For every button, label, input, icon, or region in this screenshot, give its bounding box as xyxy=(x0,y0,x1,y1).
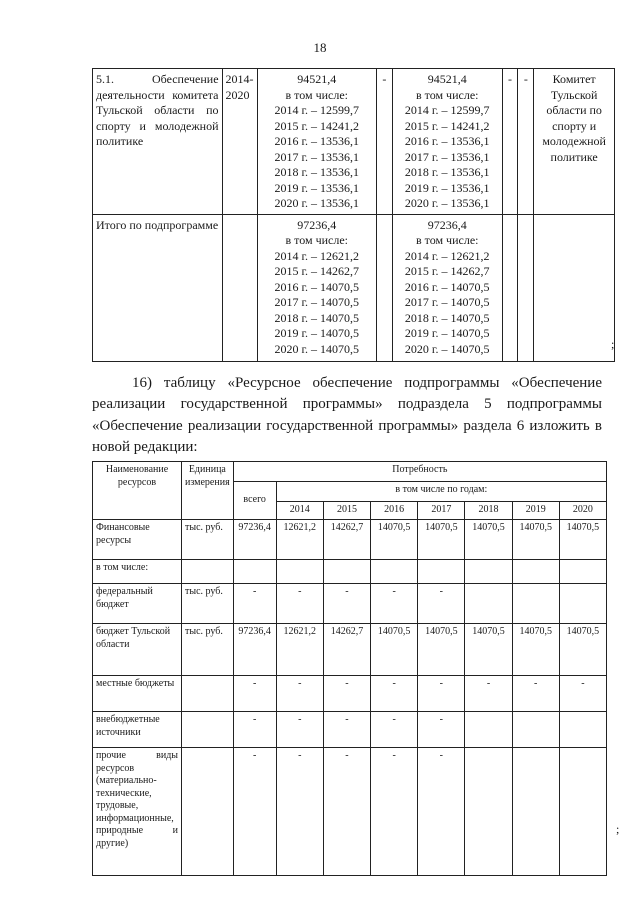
year-line: 2015 г. – 14241,2 xyxy=(274,118,360,133)
year-value: - xyxy=(418,712,465,748)
total-amount: 94521,4 xyxy=(427,72,467,86)
year-value xyxy=(559,748,606,876)
year-line: 2018 г. – 14070,5 xyxy=(404,310,490,325)
year-value: - xyxy=(323,748,370,876)
resource-unit: тыс. руб. xyxy=(182,584,234,624)
year-line: 2017 г. – 13536,1 xyxy=(274,149,360,164)
table-row xyxy=(93,712,607,748)
total-amount: 94521,4 xyxy=(297,72,337,86)
year-value: - xyxy=(418,676,465,712)
year-header: 2014 xyxy=(276,502,323,520)
year-value xyxy=(512,712,559,748)
table-row xyxy=(93,520,607,560)
year-line: 2014 г. – 12599,7 xyxy=(404,103,490,117)
including-label: в том числе: xyxy=(415,87,479,102)
amount-cell xyxy=(392,214,502,361)
year-line: 2019 г. – 13536,1 xyxy=(274,180,360,195)
year-header: 2020 xyxy=(559,502,606,520)
year-value: 14070,5 xyxy=(512,520,559,560)
year-value: 14070,5 xyxy=(512,624,559,676)
total-label: Итого по подпрограмме xyxy=(93,214,223,361)
total-amount: 97236,4 xyxy=(297,217,337,232)
year-line: 2017 г. – 14070,5 xyxy=(274,295,360,309)
amount-cell xyxy=(257,214,376,361)
year-line: 2014 г. – 12621,2 xyxy=(404,248,490,263)
year-line: 2019 г. – 13536,1 xyxy=(404,180,490,195)
year-value: 12621,2 xyxy=(276,520,323,560)
year-value: - xyxy=(276,676,323,712)
paragraph-text: 16) таблицу «Ресурсное обеспечение подпрограммы «Обеспечение реализации государственной программы» подраздела 5 подпрограммы «Обеспечение реализации государственной программы» раздела 6 изложить в новой редакции: xyxy=(92,375,602,455)
resources-table xyxy=(92,461,607,876)
table-row xyxy=(93,624,607,676)
year-value: 14262,7 xyxy=(323,624,370,676)
year-line: 2020 г. – 14070,5 xyxy=(274,341,360,356)
year-value: - xyxy=(371,584,418,624)
header-by-year: в том числе по годам: xyxy=(276,482,606,502)
year-value xyxy=(559,584,606,624)
resource-name: прочие виды ресурсов (материально-технические, трудовые, информационные, природные и другие) xyxy=(93,748,182,876)
table-end-semicolon: ; xyxy=(611,337,615,351)
year-header: 2018 xyxy=(465,502,512,520)
year-line: 2019 г. – 14070,5 xyxy=(404,326,490,340)
resource-name: местные бюджеты xyxy=(93,676,182,712)
total-amount: 97236,4 xyxy=(427,217,467,232)
header-total: всего xyxy=(233,482,276,520)
page-number: 18 xyxy=(313,40,327,55)
year-value: 14262,7 xyxy=(323,520,370,560)
resource-name: в том числе: xyxy=(93,560,182,584)
dash-cell: - xyxy=(376,69,392,215)
resource-total: - xyxy=(233,584,276,624)
resource-total: 97236,4 xyxy=(233,624,276,676)
year-value xyxy=(465,748,512,876)
year-header: 2019 xyxy=(512,502,559,520)
year-value: - xyxy=(323,676,370,712)
year-line: 2015 г. – 14262,7 xyxy=(274,264,360,278)
year-line: 2017 г. – 13536,1 xyxy=(404,149,490,164)
dash-cell: - xyxy=(502,69,518,215)
resource-total: - xyxy=(233,712,276,748)
header-need: Потребность xyxy=(233,462,606,482)
measure-name: 5.1. Обеспечение деятельности комитета Тульской области по спорту и молодежной политике xyxy=(93,69,223,215)
year-value xyxy=(465,712,512,748)
year-header: 2016 xyxy=(371,502,418,520)
year-value: - xyxy=(418,584,465,624)
year-line: 2015 г. – 14262,7 xyxy=(404,264,490,278)
resource-name: бюджет Тульской области xyxy=(93,624,182,676)
year-line: 2016 г. – 13536,1 xyxy=(274,134,360,148)
including-label: в том числе: xyxy=(285,233,349,247)
table-row xyxy=(93,69,615,215)
table-row xyxy=(93,748,607,876)
year-value: 14070,5 xyxy=(465,520,512,560)
year-value: 14070,5 xyxy=(418,624,465,676)
year-value: 14070,5 xyxy=(559,624,606,676)
year-value: - xyxy=(559,676,606,712)
table-row xyxy=(93,560,607,584)
including-label: в том числе: xyxy=(285,87,349,102)
year-value xyxy=(512,748,559,876)
amount-cell xyxy=(392,69,502,215)
year-value: 14070,5 xyxy=(371,624,418,676)
resource-unit: тыс. руб. xyxy=(182,624,234,676)
year-value: - xyxy=(276,748,323,876)
year-line: 2018 г. – 14070,5 xyxy=(274,310,360,325)
year-line: 2014 г. – 12621,2 xyxy=(274,248,360,263)
year-value xyxy=(465,584,512,624)
header-row xyxy=(93,462,607,482)
year-value: - xyxy=(276,584,323,624)
year-value: - xyxy=(371,712,418,748)
resource-unit: тыс. руб. xyxy=(182,520,234,560)
year-line: 2020 г. – 13536,1 xyxy=(274,196,360,210)
program-table xyxy=(92,68,615,362)
year-value: - xyxy=(371,748,418,876)
year-value: 14070,5 xyxy=(465,624,512,676)
table-row xyxy=(93,584,607,624)
year-value: - xyxy=(323,712,370,748)
year-value xyxy=(559,712,606,748)
year-value: - xyxy=(323,584,370,624)
resource-total: - xyxy=(233,748,276,876)
year-line: 2014 г. – 12599,7 xyxy=(274,103,360,117)
year-value: 14070,5 xyxy=(371,520,418,560)
resource-total: 97236,4 xyxy=(233,520,276,560)
amendment-paragraph xyxy=(92,373,602,458)
year-line: 2020 г. – 13536,1 xyxy=(404,196,490,210)
resource-name: внебюджетные источники xyxy=(93,712,182,748)
table-row xyxy=(93,214,615,361)
year-line: 2015 г. – 14241,2 xyxy=(404,118,490,133)
year-value: 14070,5 xyxy=(559,520,606,560)
header-resource-name: Наименование ресурсов xyxy=(93,462,182,520)
dash-cell: - xyxy=(518,69,534,215)
year-header: 2017 xyxy=(418,502,465,520)
year-value: - xyxy=(465,676,512,712)
table-end-semicolon: ; xyxy=(616,822,620,836)
year-value: - xyxy=(276,712,323,748)
resource-name: федеральный бюджет xyxy=(93,584,182,624)
year-line: 2016 г. – 13536,1 xyxy=(404,134,490,148)
amount-cell xyxy=(257,69,376,215)
executor-cell: Комитет Тульской области по спорту и молодежной политике xyxy=(534,69,615,215)
year-value: - xyxy=(371,676,418,712)
year-value: - xyxy=(512,676,559,712)
year-line: 2016 г. – 14070,5 xyxy=(404,279,490,294)
table-row xyxy=(93,676,607,712)
year-value: 14070,5 xyxy=(418,520,465,560)
resource-unit xyxy=(182,712,234,748)
year-line: 2018 г. – 13536,1 xyxy=(404,165,490,179)
measure-years: 2014-2020 xyxy=(222,69,257,215)
resource-total: - xyxy=(233,676,276,712)
resource-name: Финансовые ресурсы xyxy=(93,520,182,560)
year-value: - xyxy=(418,748,465,876)
year-line: 2016 г. – 14070,5 xyxy=(274,279,360,294)
year-line: 2020 г. – 14070,5 xyxy=(404,341,490,356)
resource-unit xyxy=(182,748,234,876)
year-line: 2019 г. – 14070,5 xyxy=(274,326,360,340)
year-value: 12621,2 xyxy=(276,624,323,676)
year-value xyxy=(512,584,559,624)
header-unit: Единица измерения xyxy=(182,462,234,520)
year-header: 2015 xyxy=(323,502,370,520)
year-line: 2018 г. – 13536,1 xyxy=(274,165,360,179)
including-label: в том числе: xyxy=(415,233,479,247)
resource-unit xyxy=(182,676,234,712)
year-line: 2017 г. – 14070,5 xyxy=(404,295,490,309)
